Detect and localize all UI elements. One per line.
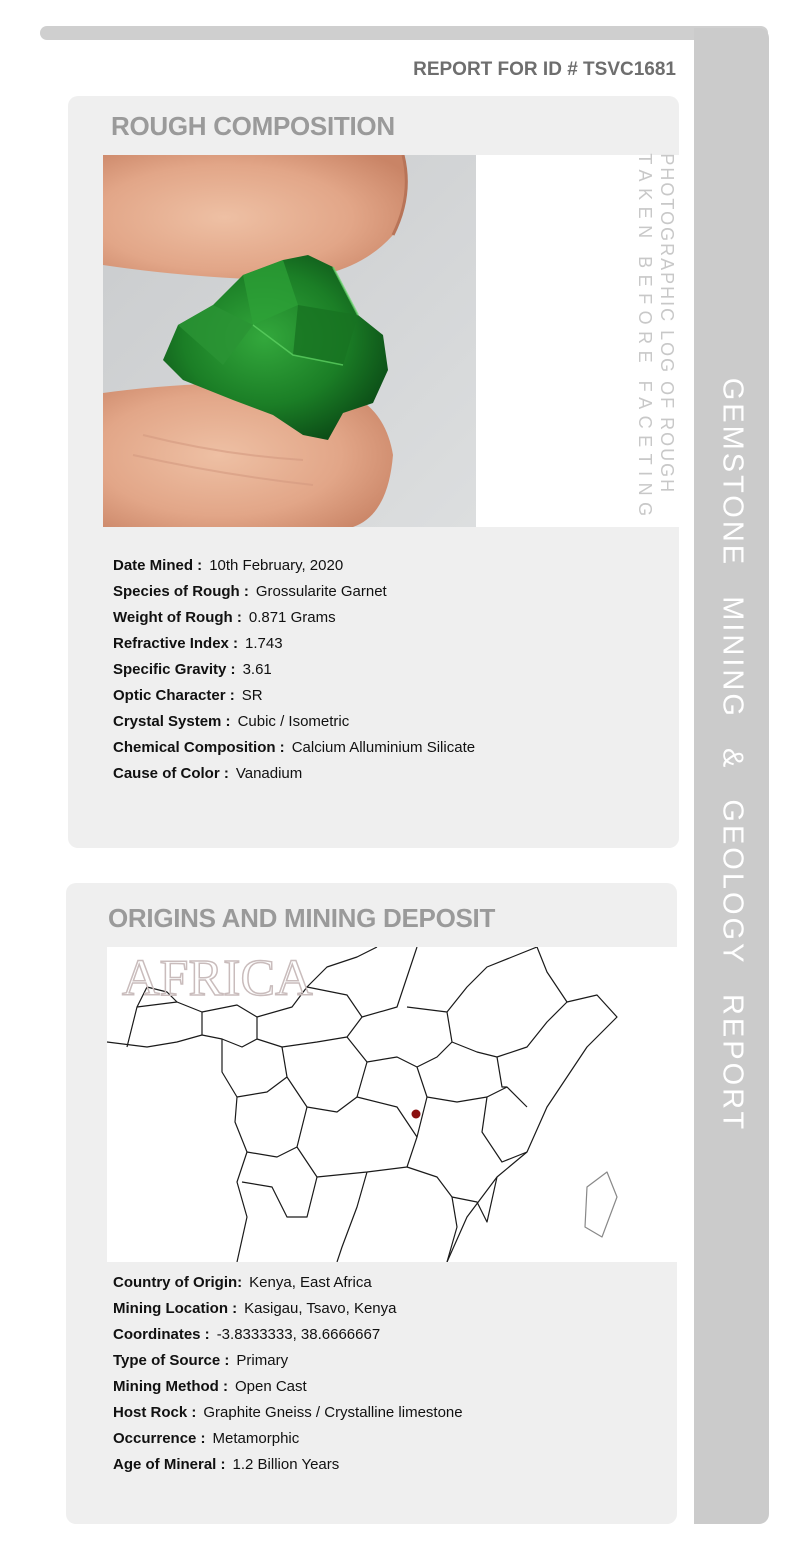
photo-caption [634,153,678,522]
rough-facts-list [113,553,475,787]
photo-caption-line1: PHOTOGRAPHIC LOG OF ROUGH [657,153,677,495]
map-label: AFRICA [122,950,313,1007]
fact-type-of-source: Type of Source : Primary [113,1352,289,1369]
top-frame-bar [40,26,768,40]
fact-occurrence: Occurrence : Metamorphic [113,1430,300,1447]
fact-chemical-composition: Chemical Composition : Calcium Alluminium Silicate [113,739,476,756]
origins-title: ORIGINS AND MINING DEPOSIT [108,903,496,933]
fact-specific-gravity: Specific Gravity : 3.61 [113,661,272,678]
fact-refractive-index: Refractive Index : 1.743 [113,635,283,652]
fact-mining-method: Mining Method : Open Cast [113,1378,307,1395]
africa-map [107,947,677,1262]
fact-date-mined: Date Mined : 10th February, 2020 [113,557,344,574]
rough-photo-area [103,155,679,527]
fact-country: Country of Origin: Kenya, East Africa [113,1274,372,1291]
rough-composition-title: ROUGH COMPOSITION [111,111,395,141]
fact-optic-character: Optic Character : SR [113,687,263,704]
fact-weight: Weight of Rough : 0.871 Grams [113,609,336,626]
mine-location-marker [412,1110,421,1119]
fact-mining-location: Mining Location : Kasigau, Tsavo, Kenya [113,1300,397,1317]
fact-crystal-system: Crystal System : Cubic / Isometric [113,713,350,730]
fact-host-rock: Host Rock : Graphite Gneiss / Crystalline limestone [113,1404,463,1421]
fact-coordinates: Coordinates : -3.8333333, 38.6666667 [113,1326,381,1343]
rough-gem-photo [103,155,476,527]
origins-facts-list [113,1270,463,1478]
fact-age-of-mineral: Age of Mineral : 1.2 Billion Years [113,1456,340,1473]
photo-caption-line2: TAKEN BEFORE FACETING [635,153,655,523]
fact-cause-of-color: Cause of Color : Vanadium [113,765,303,782]
side-report-title: GEMSTONE MINING & GEOLOGY REPORT [716,377,749,1133]
report-id-label: REPORT FOR ID # TSVC1681 [413,59,676,80]
fact-species: Species of Rough : Grossularite Garnet [113,583,387,600]
